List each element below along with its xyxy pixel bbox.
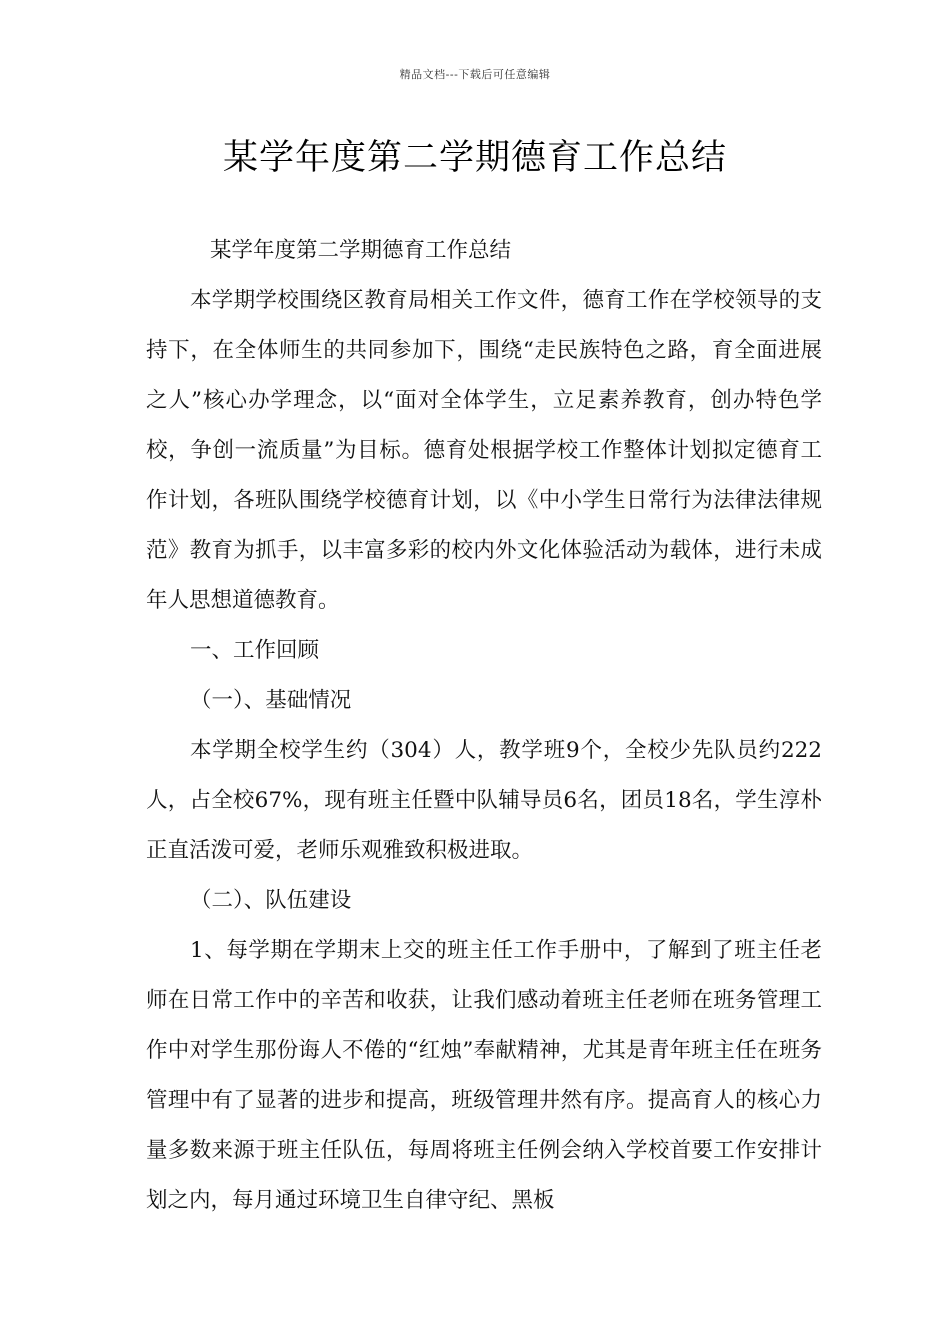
header-note: 精品文档---下载后可任意编辑 — [399, 68, 551, 81]
basic-info-paragraph: 本学期全校学生约（304）人，教学班9个，全校少先队员约222人，占全校67%，现有班主任暨中队辅导员6名，团员18名，学生淳朴正直活泼可爱，老师乐观雅致积极进取。 — [146, 738, 822, 863]
section-heading: 一、工作回顾 — [190, 638, 320, 663]
intro-paragraph: 本学期学校围绕区教育局相关工作文件，德育工作在学校领导的支持下，在全体师生的共同参加下，围绕“走民族特色之路，育全面进展之人”核心办学理念，以“面对全体学生，立足素养教育，创办特色学校，争创一流质量”为目标。德育处根据学校工作整体计划拟定德育工作计划，各班队围绕学校德育计划，以《中小学生日常行为法律法律规范》教育为抓手，以丰富多彩的校内外文化体验活动为载体，进行未成年人思想道德教育。 — [146, 288, 822, 613]
document-body — [146, 226, 822, 1226]
document-title: 某学年度第二学期德育工作总结 — [222, 138, 727, 178]
subtitle-paragraph: 某学年度第二学期德育工作总结 — [210, 238, 512, 263]
subsection-heading: （二）、队伍建设 — [190, 888, 352, 913]
team-building-paragraph: 1、每学期在学期末上交的班主任工作手册中，了解到了班主任老师在日常工作中的辛苦和收获，让我们感动着班主任老师在班务管理工作中对学生那份诲人不倦的“红烛”奉献精神，尤其是青年班主任在班务管理中有了显著的进步和提高，班级管理井然有序。提高育人的核心力量多数来源于班主任队伍，每周将班主任例会纳入学校首要工作安排计划之内，每月通过环境卫生自律守纪、黑板 — [146, 938, 822, 1213]
subsection-heading: （一）、基础情况 — [190, 688, 352, 713]
